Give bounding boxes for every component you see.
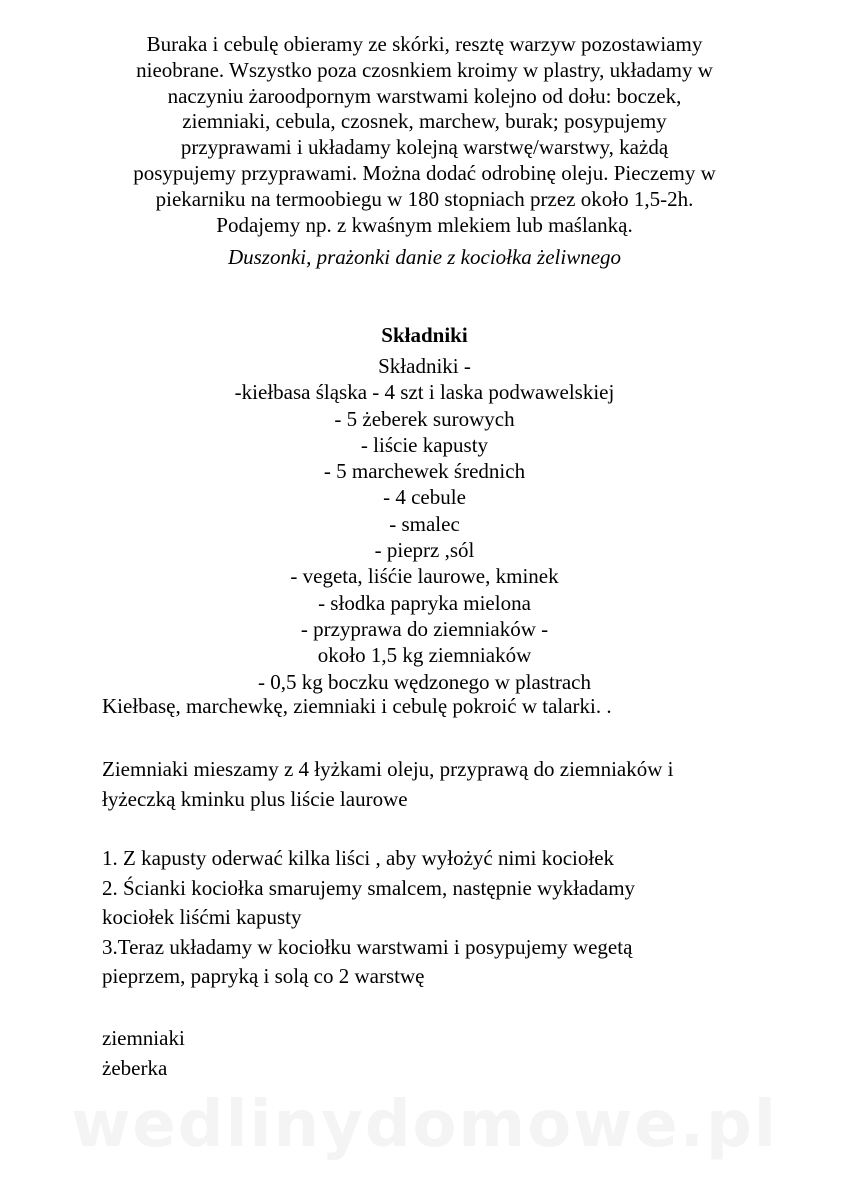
ingredient-item: około 1,5 kg ziemniaków: [317, 643, 532, 668]
ingredient-item: - vegeta, liśćie laurowe, kminek: [290, 564, 559, 589]
layer-line: żeberka: [102, 1055, 168, 1080]
intro-line: Podajemy np. z kwaśnym mlekiem lub maślanką.: [216, 212, 633, 237]
layers-list: [102, 1024, 782, 1083]
potatoes-line: łyżeczką kminku plus liście laurowe: [102, 786, 408, 811]
intro-line: ziemniaki, cebula, czosnek, marchew, burak; posypujemy: [182, 109, 667, 134]
intro-line: posypujemy przyprawami. Można dodać odrobinę oleju. Pieczemy w: [133, 160, 716, 185]
step-line: pieprzem, papryką i solą co 2 warstwę: [102, 964, 425, 988]
prep-instruction: [102, 693, 782, 719]
step-line: 1. Z kapusty oderwać kilka liści , aby wyłożyć nimi kociołek: [102, 846, 615, 870]
ingredient-item: - 5 żeberek surowych: [334, 406, 515, 431]
step-line: kociołek liśćmi kapusty: [102, 905, 302, 929]
ingredient-item: - słodka papryka mielona: [318, 590, 531, 615]
steps-list: [102, 844, 782, 992]
ingredient-item: - liście kapusty: [360, 432, 489, 457]
potatoes-paragraph: [102, 755, 782, 814]
intro-line: nieobrane. Wszystko poza czosnkiem kroimy w plastry, układamy w: [136, 57, 713, 82]
prep-line: Kiełbasę, marchewkę, ziemniaki i cebulę pokroić w talarki. .: [102, 694, 612, 718]
ingredients-list: [90, 353, 759, 695]
ingredient-item: - 4 cebule: [383, 485, 466, 510]
intro-paragraph: [90, 32, 759, 238]
intro-line: przyprawami i układamy kolejną warstwę/warstwy, każdą: [180, 135, 669, 160]
site-watermark: wedlinydomowe.pl: [71, 1088, 778, 1162]
ingredient-item: - 0,5 kg boczku wędzonego w plastrach: [258, 669, 591, 694]
ingredient-item: - przyprawa do ziemniaków -: [300, 616, 549, 641]
ingredient-item: - pieprz ,sól: [374, 538, 475, 563]
intro-line: naczyniu żaroodpornym warstwami kolejno od dołu: boczek,: [167, 83, 682, 108]
ingredient-item: - 5 marchewek średnich: [323, 459, 526, 484]
ingredient-item: Składniki -: [378, 354, 471, 378]
recipe-subtitle: Duszonki, prażonki danie z kociołka żeliwnego: [227, 245, 622, 269]
layer-line: ziemniaki: [102, 1026, 185, 1050]
intro-line: Buraka i cebulę obieramy ze skórki, resztę warzyw pozostawiamy: [146, 32, 703, 56]
potatoes-line: Ziemniaki mieszamy z 4 łyżkami oleju, przyprawą do ziemniaków i: [102, 757, 674, 781]
step-line: 3.Teraz układamy w kociołku warstwami i posypujemy wegetą: [102, 934, 633, 959]
ingredients-heading: Składniki: [381, 323, 468, 347]
intro-line: piekarniku na termoobiegu w 180 stopniach przez około 1,5-2h.: [155, 186, 694, 211]
ingredient-item: -kiełbasa śląska - 4 szt i laska podwawelskiej: [234, 380, 615, 405]
step-line: 2. Ścianki kociołka smarujemy smalcem, następnie wykładamy: [102, 875, 636, 900]
ingredient-item: - smalec: [389, 511, 460, 536]
